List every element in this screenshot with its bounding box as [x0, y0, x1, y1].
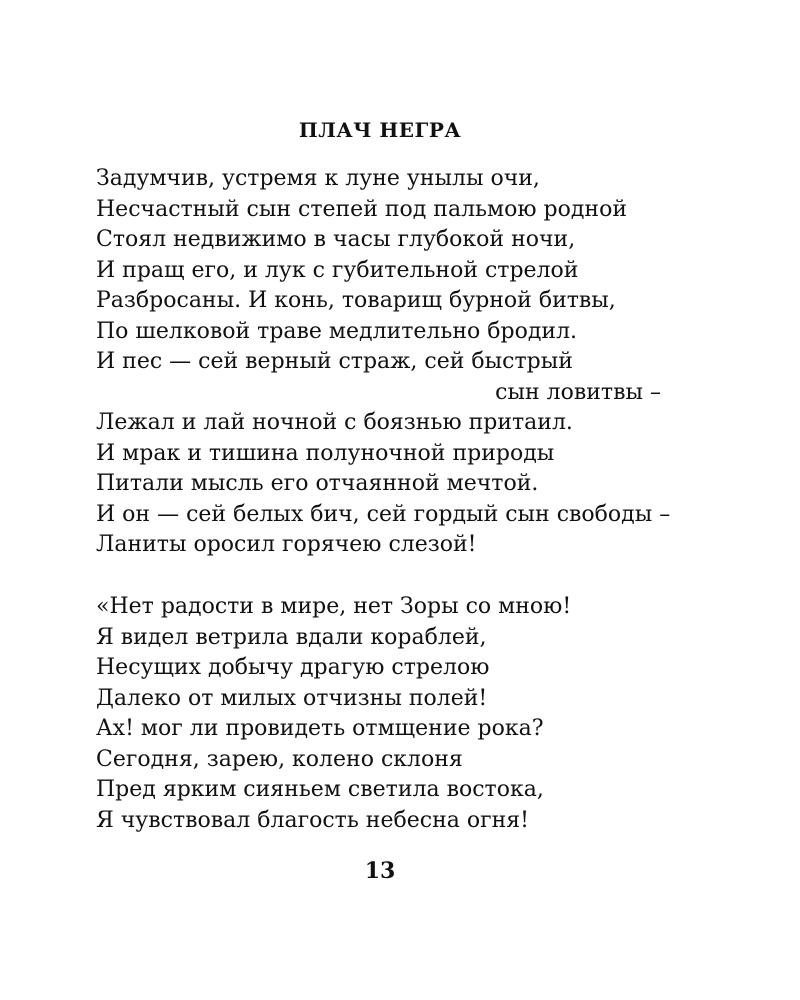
poem-title: ПЛАЧ НЕГРА [298, 118, 462, 142]
poem-line: По шелковой траве медлительно бродил. [96, 318, 578, 344]
poem-line: Далеко от милых отчизны полей! [96, 685, 488, 711]
poem-line: Я чувствовал благость небесна огня! [96, 807, 529, 833]
poem-line: Стоял недвижимо в часы глубокой ночи, [96, 227, 576, 252]
poem-line: И пращ его, и лук с губительной стрелой [96, 257, 579, 283]
poem-line-continuation: сын ловитвы – [495, 379, 661, 405]
poem-line: Пред ярким сияньем светила востока, [96, 777, 544, 802]
poem-line: Несчастный сын степей под пальмою родной [96, 196, 627, 222]
poem-line: Сегодня, зарею, колено склоня [96, 746, 463, 772]
poem-line: И пес — сей верный страж, сей быстрый [96, 349, 573, 374]
poem-line: Питали мысль его отчаянной мечтой. [96, 471, 539, 496]
page-number: 13 [364, 858, 396, 884]
poem-line: Лежал и лай ночной с боязнью притаил. [96, 410, 573, 435]
poem-line: Разбросаны. И конь, товарищ бурной битвы, [96, 288, 616, 313]
poem-line: Задумчив, устремя к луне унылы очи, [96, 166, 540, 191]
stanza-1 [96, 164, 696, 561]
poem-line: Ланиты оросил горячею слезой! [96, 532, 477, 557]
poem-line: Ах! мог ли провидеть отмщение рока? [96, 716, 544, 741]
poem-line: Несущих добычу драгую стрелою [96, 655, 490, 680]
stanza-2 [96, 592, 696, 836]
poem-line: И мрак и тишина полуночной природы [96, 440, 555, 466]
poem-line: «Нет радости в мире, нет Зоры со мною! [96, 594, 572, 619]
poem-line: И он — сей белых бич, сей гордый сын свободы – [96, 501, 671, 527]
poem-line: Я видел ветрила вдали кораблей, [96, 624, 487, 650]
